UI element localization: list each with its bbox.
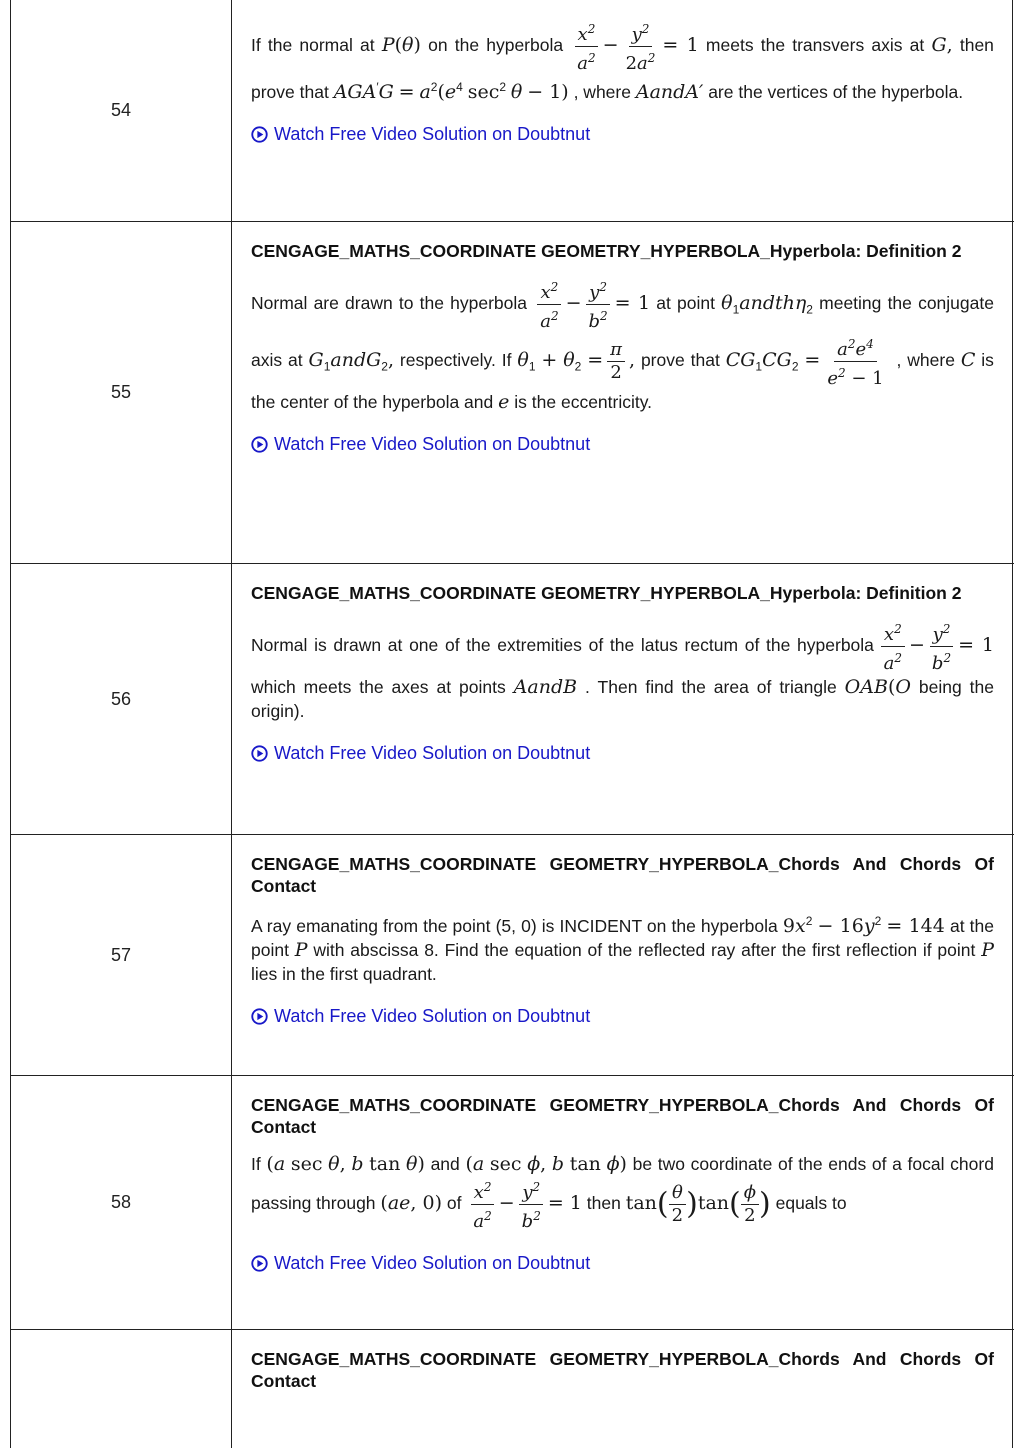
category-heading: CENGAGE_MATHS_COORDINATE GEOMETRY_HYPERBOLA_Hyperbola: Definition 2 — [251, 583, 962, 603]
table-row — [11, 564, 1014, 835]
category-heading: CENGAGE_MATHS_COORDINATE GEOMETRY_HYPERBOLA_Chords And Chords Of Contact — [251, 854, 994, 896]
watch-video-label: Watch Free Video Solution on Doubtnut — [274, 1005, 591, 1026]
table-row — [11, 0, 1014, 222]
table-row — [11, 222, 1014, 564]
table-row — [11, 1076, 1014, 1330]
watch-video-link[interactable] — [251, 1006, 994, 1027]
watch-video-link[interactable] — [251, 1253, 994, 1274]
question-number — [11, 1330, 232, 1448]
question-text: If (a sec θ, b tan θ) and (a sec ϕ, b tan ϕ) be two coordinate of the ends of a focal chord passing through (ae, 0) of $\frac{x^2}{a^2}$ − $\frac{y^2}{b^2}$ = 1 then tan( $\frac{\theta}{2}$ )tan( $\frac{\phi}{2}$ ) equals to — [251, 1153, 994, 1232]
question-number: 56 — [11, 564, 232, 834]
question-text: Normal is drawn at one of the extremities of the latus rectum of the hyperbola $\frac{x^2}{a^2}$ − $\frac{y^2}{b^2}$ = 1 which meets the axes at points AandB . Then find the area of triangle OAB(O being the origin). — [251, 618, 994, 723]
play-circle-icon — [251, 1255, 268, 1272]
watch-video-label: Watch Free Video Solution on Doubtnut — [274, 743, 591, 763]
watch-video-label: Watch Free Video Solution on Doubtnut — [274, 1253, 591, 1273]
category-heading: CENGAGE_MATHS_COORDINATE GEOMETRY_HYPERBOLA_Chords And Chords Of Contact — [251, 1349, 994, 1391]
play-circle-icon — [251, 745, 268, 762]
question-number: 55 — [11, 222, 232, 563]
question-text: A ray emanating from the point (5, 0) is INCIDENT on the hyperbola $9x^2 - 16y^2 = 144$ at the point P with abscissa 8. Find the equation of the reflected ray after the first reflection if point P lies in the first quadrant. — [251, 914, 994, 984]
watch-video-label: Watch Free Video Solution on Doubtnut — [274, 434, 591, 454]
watch-video-label: Watch Free Video Solution on Doubtnut — [274, 123, 591, 144]
watch-video-link[interactable] — [251, 434, 994, 455]
table-row — [11, 1330, 1014, 1448]
question-number: 57 — [11, 835, 232, 1075]
table-row — [11, 835, 1014, 1076]
watch-video-link[interactable] — [251, 124, 994, 145]
play-circle-icon — [251, 1008, 268, 1025]
play-circle-icon — [251, 126, 268, 143]
question-text: If the normal at P(θ) on the hyperbola $\frac{x^2}{a^2}$ − $\frac{y^2}{2a^2}$ = 1 meets the transvers axis at G, then prove that $AGA'G = a^2(e^4$ $\sec^2 \theta - 1$) , where AandA′ are the vertices of the hyperbola. — [251, 18, 994, 104]
question-number: 54 — [11, 0, 232, 221]
watch-video-link[interactable] — [251, 743, 994, 764]
question-table — [10, 0, 1013, 1448]
question-text: Normal are drawn to the hyperbola $\frac{x^2}{a^2}$ − $\frac{y^2}{b^2}$ = 1 at point $\theta_1andth\eta_2$ meeting the conjugate axis at $G_1andG_2$, respectively. If $\theta_1 + \theta_2$ = $\frac{\pi}{2}$ , prove that $CG_1CG_2$ = $\frac{a^2e^4}{e^2 - 1}$ , where C is the center of the hyperbola and e is the eccentricity. — [251, 276, 994, 414]
question-number: 58 — [11, 1076, 232, 1329]
play-circle-icon — [251, 436, 268, 453]
category-heading: CENGAGE_MATHS_COORDINATE GEOMETRY_HYPERBOLA_Chords And Chords Of Contact — [251, 1095, 994, 1137]
category-heading: CENGAGE_MATHS_COORDINATE GEOMETRY_HYPERBOLA_Hyperbola: Definition 2 — [251, 241, 962, 261]
